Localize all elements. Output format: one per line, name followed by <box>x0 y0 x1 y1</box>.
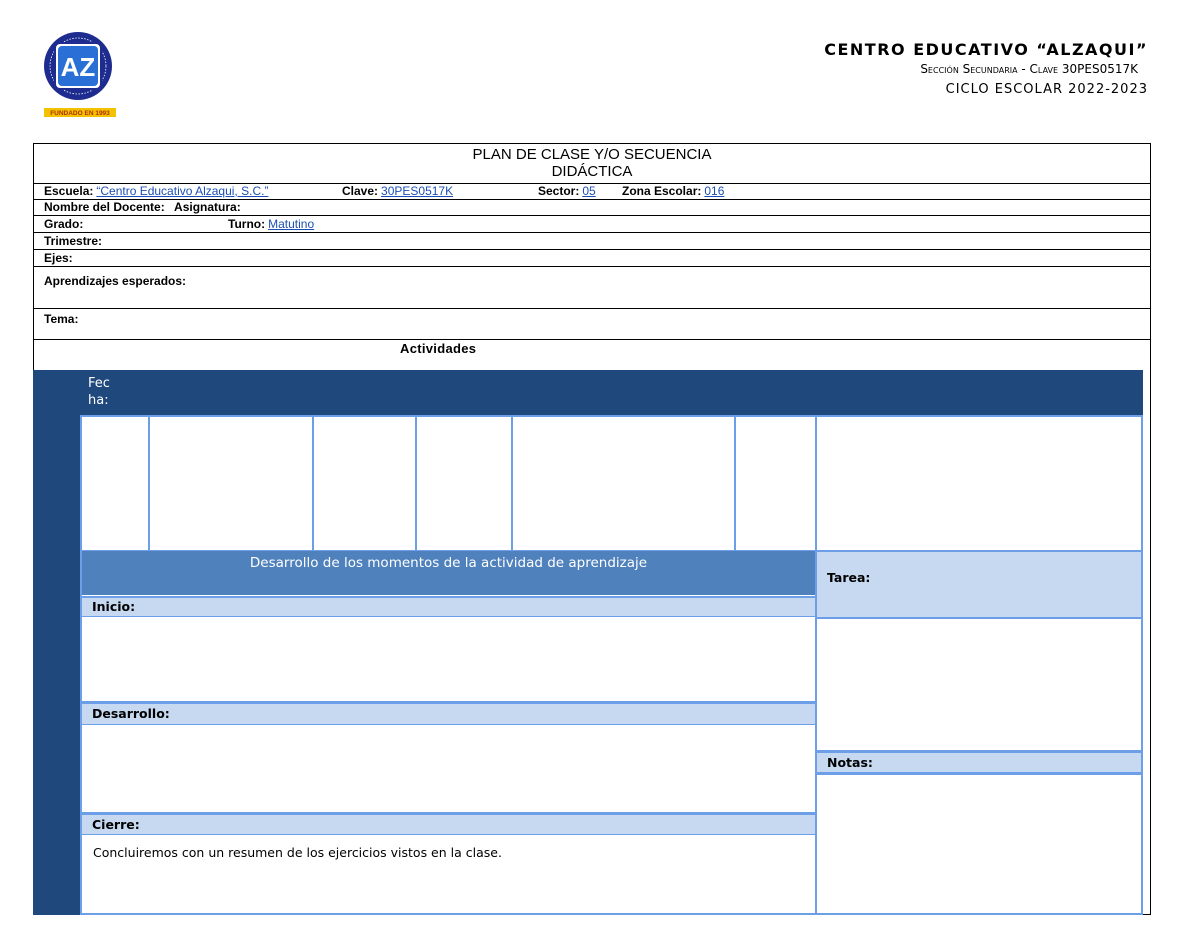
escuela-label: Escuela: <box>44 184 94 198</box>
fecha-label-line1: Fec <box>88 376 110 391</box>
fecha-label-line2: ha: <box>88 393 109 408</box>
actividades-label: Actividades <box>400 341 477 356</box>
clave-value[interactable]: 30PES0517K <box>381 184 454 198</box>
desarrollo-area[interactable] <box>80 725 817 814</box>
notas-label: Notas: <box>815 751 1143 774</box>
inicio-label: Inicio: <box>80 596 817 618</box>
clave-label: Clave: <box>342 184 379 198</box>
cierre-text: Concluiremos con un resumen de los ejercicios vistos en la clase. <box>93 845 502 860</box>
grado-label: Grado: <box>44 217 84 231</box>
cierre-label: Cierre: <box>80 813 817 836</box>
founded-badge: FUNDADO EN 1993 <box>50 110 110 117</box>
row-divider <box>33 215 1151 216</box>
moments-header: Desarrollo de los momentos de la actividad de aprendizaje <box>82 551 815 595</box>
fecha-label <box>88 375 110 409</box>
grado-field <box>44 217 83 231</box>
logo-monogram: AZ <box>60 52 96 82</box>
docente-label: Nombre del Docente: <box>44 200 165 214</box>
sector-value[interactable]: 05 <box>582 184 596 198</box>
turno-value[interactable]: Matutino <box>268 217 315 231</box>
ejes-label: Ejes: <box>44 251 73 265</box>
grid-divider <box>312 415 314 552</box>
zona-value[interactable]: 016 <box>704 184 725 198</box>
grid-divider <box>415 415 417 552</box>
sector-label: Sector: <box>538 184 580 198</box>
notas-area[interactable] <box>815 773 1143 915</box>
aprendizajes-field <box>44 274 186 288</box>
row-divider <box>33 266 1151 267</box>
clave-field <box>342 184 453 198</box>
grid-divider <box>148 415 150 552</box>
row-divider <box>33 339 1151 340</box>
plan-title-line1: PLAN DE CLASE Y/O SECUENCIA <box>472 146 712 163</box>
inicio-area[interactable] <box>80 617 817 703</box>
plan-title-line2: DIDÁCTICA <box>551 163 633 180</box>
school-logo <box>42 22 127 118</box>
zona-label: Zona Escolar: <box>622 184 702 198</box>
activity-header-band <box>33 370 1143 416</box>
zona-field <box>622 184 724 198</box>
schedule-grid <box>80 415 1143 552</box>
aprendizajes-label: Aprendizajes esperados: <box>44 274 187 288</box>
grid-divider <box>734 415 736 552</box>
school-name: CENTRO EDUCATIVO “ALZAQUI” <box>824 40 1148 59</box>
turno-label: Turno: <box>228 217 266 231</box>
school-section: Sección Secundaria - Clave 30PES0517K <box>920 62 1138 76</box>
row-divider <box>33 249 1151 250</box>
trimestre-field <box>44 234 102 248</box>
tema-field <box>44 312 78 326</box>
grid-divider <box>815 415 817 552</box>
asignatura-label: Asignatura: <box>174 200 241 214</box>
desarrollo-label: Desarrollo: <box>80 702 817 726</box>
trimestre-label: Trimestre: <box>44 234 103 248</box>
tarea-area[interactable] <box>815 617 1143 752</box>
school-cycle: CICLO ESCOLAR 2022-2023 <box>945 82 1148 97</box>
escuela-field <box>44 184 268 198</box>
turno-field <box>228 217 314 231</box>
tarea-label: Tarea: <box>815 550 1143 619</box>
grid-divider <box>511 415 513 552</box>
ejes-field <box>44 251 73 265</box>
row-divider <box>33 308 1151 309</box>
escuela-value[interactable]: “Centro Educativo Alzaqui, S.C.” <box>96 184 269 198</box>
row-divider <box>33 232 1151 233</box>
docente-field <box>44 200 241 214</box>
plan-title <box>33 146 1151 180</box>
activity-side-band <box>33 370 80 915</box>
sector-field <box>538 184 596 198</box>
tema-label: Tema: <box>44 312 79 326</box>
